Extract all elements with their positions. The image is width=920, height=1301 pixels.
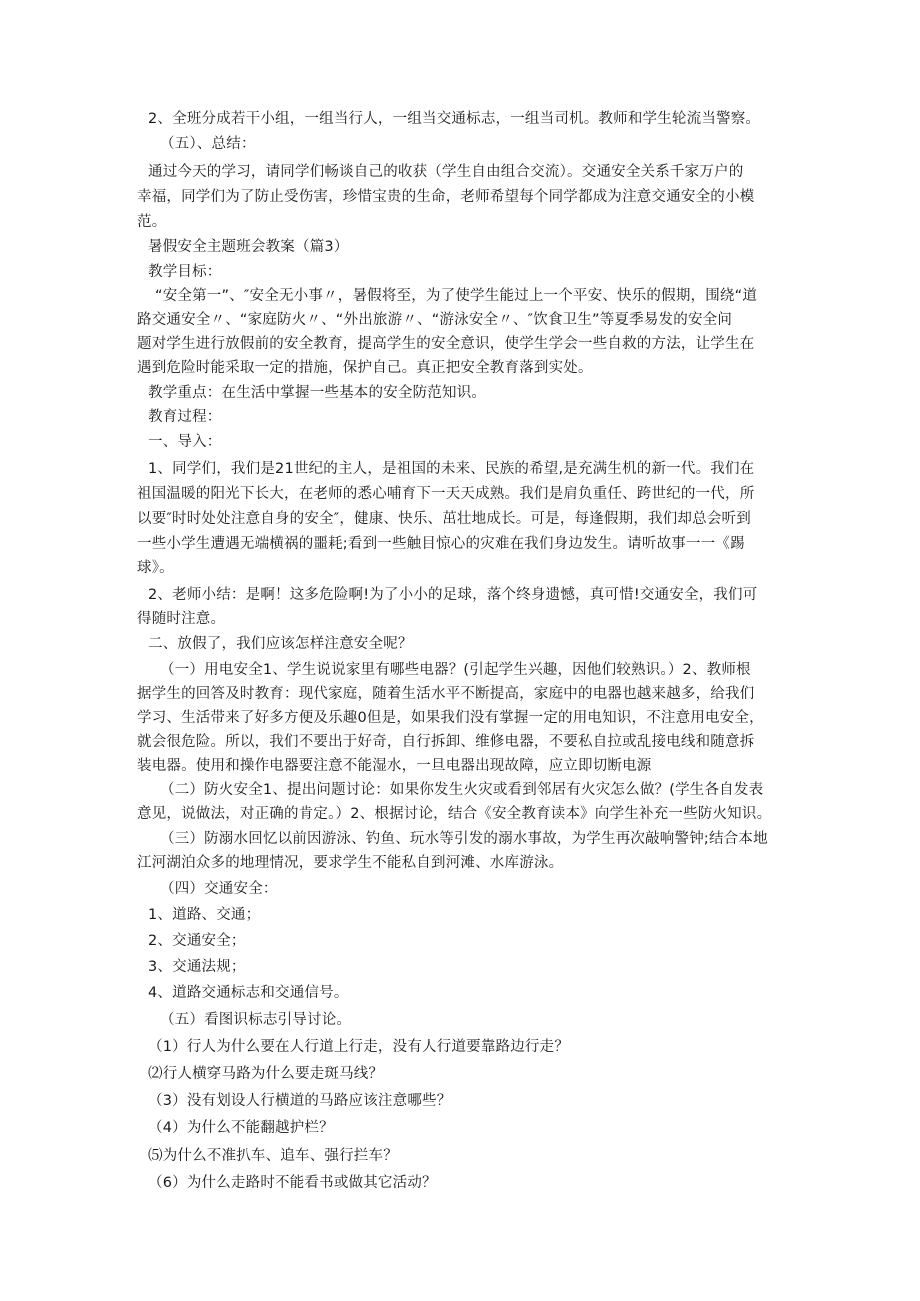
text-line: 据学生的回答及时教育：现代家庭，随着生活水平不断提高，家庭中的电器也越来越多，给我们 — [137, 686, 755, 702]
text-line: 祖国温暖的阳光下长大，在老师的悉心哺育下一天天成熟。我们是肩负重任、跨世纪的一代，所 — [137, 486, 755, 502]
text-line: 得随时注意。 — [137, 611, 226, 627]
text-line: 一、导入： — [148, 434, 222, 450]
question-item: （1）行人为什么要在人行道上行走，没有人行道要靠路边行走？ — [148, 1039, 570, 1055]
text-line: 题对学生进行放假前的安全教育，提高学生的安全意识，使学生学会一些自救的方法，让学生在 — [137, 336, 755, 352]
question-item: （6）为什么走路时不能看书或做其它活动？ — [148, 1175, 437, 1191]
question-item: （4）为什么不能翻越护栏？ — [148, 1120, 334, 1136]
question-item: （3）没有划设人行横道的马路应该注意哪些？ — [148, 1093, 452, 1109]
text-line: （四）交通安全： — [160, 881, 278, 897]
text-line: （五）看图识标志引导讨论。 — [160, 1012, 352, 1028]
text-line: 意见，说做法，对正确的肯定。）2、根据讨论，结合《安全教育读本》向学生补充一些防火知识。 — [137, 806, 772, 822]
text-line: （一）用电安全1、学生说说家里有哪些电器？(引起学生兴趣，因他们较熟识。）2、教师根 — [160, 662, 751, 678]
text-line: （五）、总结： — [160, 136, 256, 152]
text-line: 1、同学们，我们是21世纪的主人，是祖国的未来、民族的希望,是充满生机的新一代。我们在 — [148, 461, 755, 477]
text-line: 教学目标： — [148, 264, 222, 280]
section-heading: 暑假安全主题班会教案（篇3） — [148, 239, 349, 255]
text-line: （三）防溺水回忆以前因游泳、钓鱼、玩水等引发的溺水事故，为学生再次敲响警钟;结合本地 — [160, 831, 768, 847]
text-line: 球》。 — [137, 560, 174, 576]
list-item: 4、道路交通标志和交通信号。 — [148, 985, 349, 1001]
text-line: 幸福，同学们为了防止受伤害，珍惜宝贵的生命，老师希望每个同学都成为注意交通安全的小模 — [137, 189, 755, 205]
text-line: （二）防火安全1、提出问题讨论：如果你发生火灾或看到邻居有火灾怎么做？(学生各自发表 — [160, 782, 764, 798]
list-item: 2、交通安全； — [148, 933, 246, 949]
text-line: 以要″时时处处注意自身的安全″，健康、快乐、茁壮地成长。可是，每逢假期，我们却总会听到 — [137, 511, 751, 527]
text-line: 教育过程： — [148, 409, 222, 425]
text-line: 江河湖泊众多的地理情况，要求学生不能私自到河滩、水库游泳。 — [137, 855, 564, 871]
text-line: 2、全班分成若干小组，一组当行人，一组当交通标志，一组当司机。教师和学生轮流当警察。 — [148, 111, 761, 127]
text-line: 教学重点：在生活中掌握一些基本的安全防范知识。 — [148, 385, 487, 401]
question-item: ⑵行人横穿马路为什么要走斑马线？ — [148, 1066, 384, 1082]
text-line: 路交通安全〃、“家庭防火〃、“外出旅游〃、“游泳安全〃、″饮食卫生”等夏季易发的安全问 — [137, 312, 733, 328]
question-item: ⑸为什么不准扒车、追车、强行拦车？ — [148, 1148, 398, 1164]
text-line: 遇到危险时能采取一定的措施，保护自己。真正把安全教育落到实处。 — [137, 360, 593, 376]
list-item: 1、道路、交通； — [148, 907, 261, 923]
text-line: “安全第一”、″安全无小事〃，暑假将至，为了使学生能过上一个平安、快乐的假期，围绕“道 — [155, 288, 758, 304]
text-line: 一些小学生遭遇无端横祸的噩耗;看到一些触目惊心的灾难在我们身边发生。请听故事一一《踢 — [137, 536, 745, 552]
text-line: 范。 — [137, 214, 167, 230]
text-line: 就会很危险。所以，我们不要出于好奇，自行拆卸、维修电器，不要私自拉或乱接电线和随意拆 — [137, 734, 755, 750]
text-line: 装电器。使用和操作电器要注意不能湿水，一旦电器出现故障，应立即切断电源 — [137, 758, 652, 774]
text-line: 通过今天的学习，请同学们畅谈自己的收获（学生自由组合交流）。交通安全关系千家万户的 — [148, 164, 744, 180]
text-line: 2、老师小结：是啊！这多危险啊!为了小小的足球，落个终身遗憾，真可惜!交通安全，我们可 — [148, 587, 758, 603]
text-line: 学习、生活带来了好多方便及乐趣0但是，如果我们没有掌握一定的用电知识，不注意用电安全， — [137, 710, 764, 726]
list-item: 3、交通法规； — [148, 959, 246, 975]
text-line: 二、放假了，我们应该怎样注意安全呢？ — [148, 636, 413, 652]
